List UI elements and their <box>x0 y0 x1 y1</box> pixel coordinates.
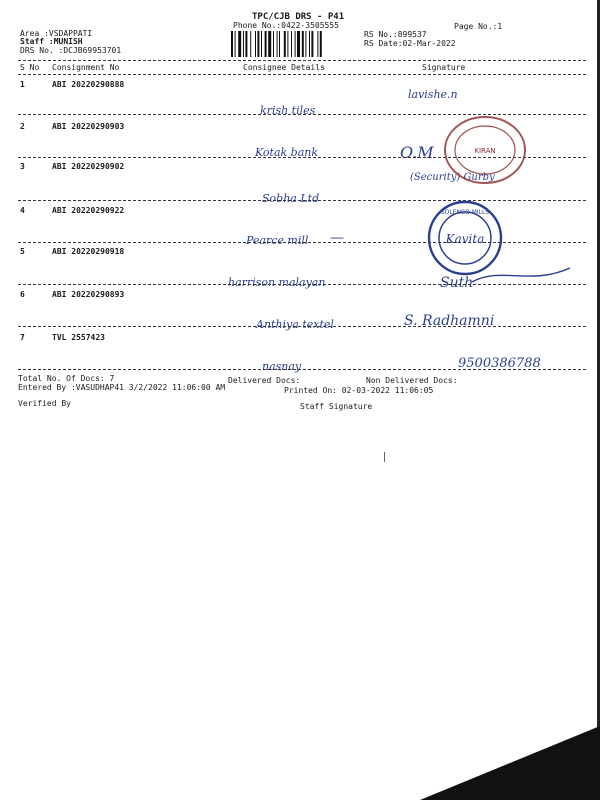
staff-signature: Staff Signature <box>300 402 373 411</box>
row-4-consignee: Pearce mill <box>246 234 309 247</box>
row-6-sno: 6 <box>20 290 25 299</box>
row-5-consignment: ABI 20220290918 <box>52 247 125 256</box>
row-5-signature: Suth <box>440 275 474 291</box>
row-7-consignment: TVL 2557423 <box>52 333 105 342</box>
row-7-signature: 9500386788 <box>458 356 541 371</box>
verified-by: Verified By <box>18 399 71 408</box>
row-4-dash: — <box>330 230 344 246</box>
page-number: Page No.:1 <box>454 22 503 31</box>
row-2-signature: O.M <box>400 143 434 162</box>
row-1-signature: lavishe.n <box>408 88 458 101</box>
col-s-no: S No <box>20 63 40 72</box>
row-1-consignee: krish tiles <box>260 104 316 117</box>
row-3-signature: (Security) Gurby <box>410 172 495 183</box>
row-5-sno: 5 <box>20 247 25 256</box>
col-signature: Signature <box>422 63 466 72</box>
row-2-consignee: Kotak bank <box>255 146 319 159</box>
delivered-docs: Delivered Docs: <box>228 376 301 385</box>
col-consignee-details: Consignee Details <box>243 63 325 72</box>
row-6-consignee: Anthiya textel <box>256 318 334 331</box>
row-6-consignment: ABI 20220290893 <box>52 290 125 299</box>
svg-text:KIRAN: KIRAN <box>474 147 496 155</box>
document-title: TPC/CJB DRS - P41 <box>252 12 345 22</box>
phone-number: Phone No.:0422-3505555 <box>233 21 339 30</box>
non-delivered-docs: Non Delivered Docs: <box>366 376 458 385</box>
row-3-consignee: Sobha Ltd <box>262 192 320 205</box>
total-docs: Total No. Of Docs: 7 <box>18 374 115 383</box>
row-6-signature: S. Radhamni <box>404 313 495 329</box>
row-2-sno: 2 <box>20 122 25 131</box>
svg-text:Kavita: Kavita <box>445 232 485 246</box>
rs-number: RS No.:899537 <box>364 30 427 39</box>
row-1-sno: 1 <box>20 80 25 89</box>
printed-on: Printed On: 02-03-2022 11:06:05 <box>284 386 434 395</box>
col-consignment-no: Consignment No <box>52 63 120 72</box>
rs-date: RS Date:02-Mar-2022 <box>364 39 456 48</box>
row-4-consignment: ABI 20220290922 <box>52 206 125 215</box>
row-7-consignee: nasnay <box>262 360 302 373</box>
row-1-consignment: ABI 20220290888 <box>52 80 125 89</box>
staff-label: Staff :MUNISH <box>20 37 83 46</box>
row-2-consignment: ABI 20220290903 <box>52 122 125 131</box>
svg-text:SOLENCO MILLS: SOLENCO MILLS <box>440 209 490 216</box>
area-label: Area :VSDAPPATI <box>20 29 93 38</box>
row-3-sno: 3 <box>20 162 25 171</box>
row-5-consignee: harrison malayan <box>228 276 326 289</box>
row-4-sno: 4 <box>20 206 25 215</box>
row-7-sno: 7 <box>20 333 25 342</box>
row-3-consignment: ABI 20220290902 <box>52 162 125 171</box>
entered-by: Entered By :VASUDHAP41 3/2/2022 11:06:00 AM <box>18 383 226 392</box>
drs-number: DRS No. :DCJB69953701 <box>20 46 122 55</box>
